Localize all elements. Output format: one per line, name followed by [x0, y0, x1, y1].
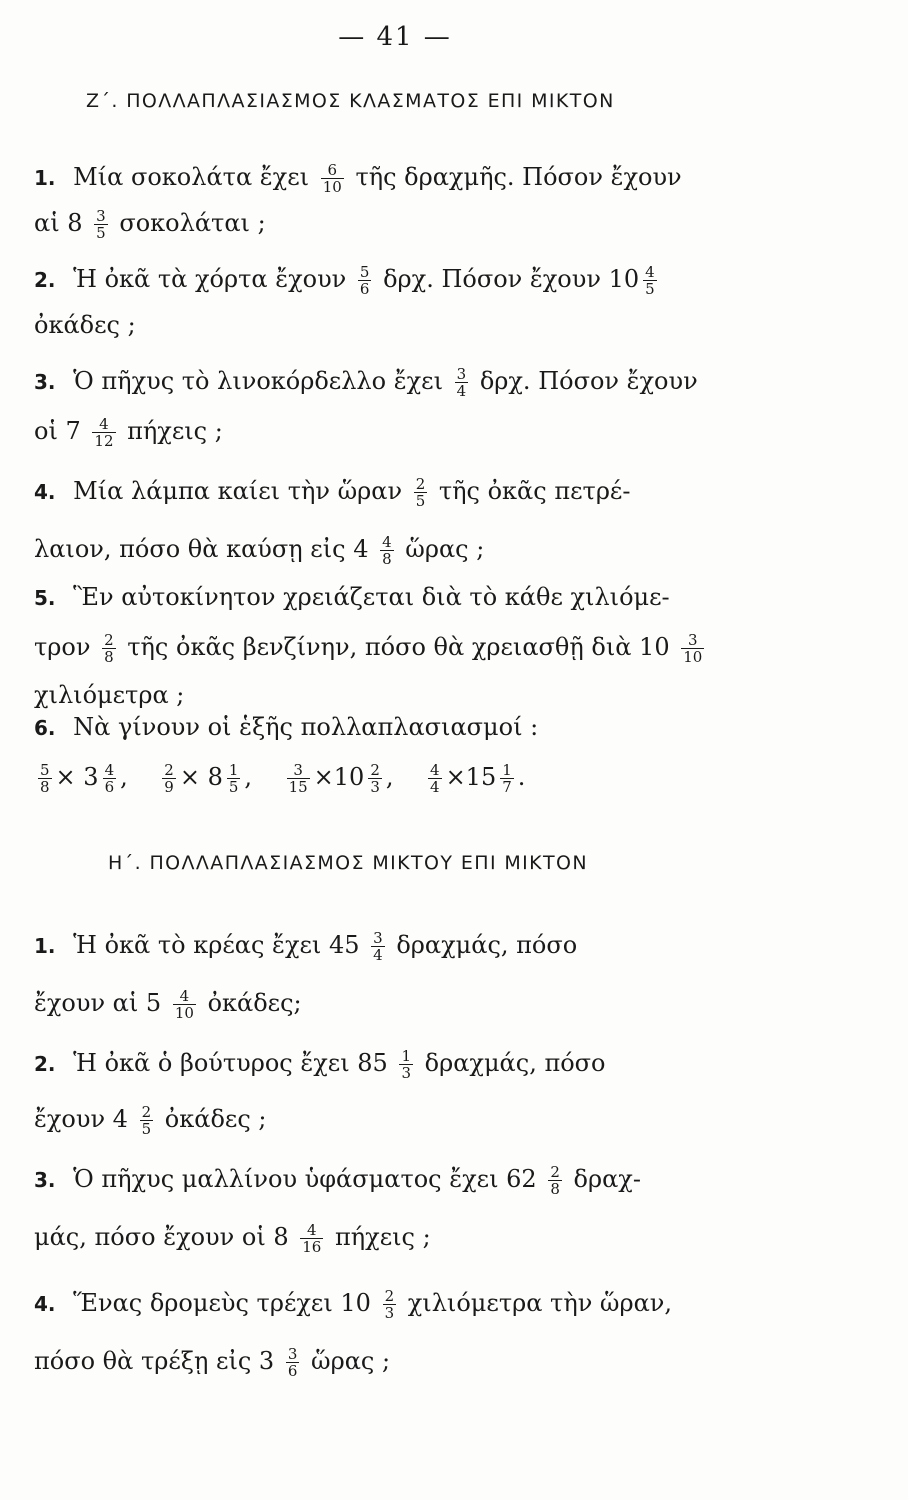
fraction: $\frac{4}{16}$ [302, 1221, 322, 1256]
fraction: $\frac{6}{10}$ [322, 161, 342, 196]
problem-number: 3. [34, 1168, 56, 1192]
problem-number: 4. [34, 1292, 56, 1316]
fraction: $\frac{2}{8}$ [104, 631, 114, 666]
problem-number: 2. [34, 1052, 56, 1076]
problem-number: 6. [34, 716, 56, 740]
problem-z5-line2: τρον $\frac{2}{8}$ τῆς ὀκᾶς βενζίνην, πόσο θὰ χρειασθῇ διὰ 10 $\frac{3}{10}$ [34, 631, 703, 666]
problem-number: 3. [34, 370, 56, 394]
fraction: $\frac{3}{4}$ [456, 365, 467, 400]
fraction: $\frac{4}{10}$ [174, 987, 194, 1022]
problem-h1-line2: ἔχουν αἱ 5 $\frac{4}{10}$ ὀκάδες; [34, 987, 302, 1022]
problem-z3-line1: 3. Ὁ πῆχυς τὸ λινοκόρδελλο ἔχει $\frac{3}{4}$ δρχ. Πόσον ἔχουν [34, 365, 698, 400]
problem-h2-line2: ἔχουν 4 $\frac{2}{5}$ ὀκάδες ; [34, 1103, 267, 1138]
fraction: $\frac{4}{8}$ [382, 533, 392, 568]
problem-z2-line1: 2. Ἡ ὀκᾶ τὰ χόρτα ἔχουν $\frac{5}{6}$ δρχ. Πόσον ἔχουν 10 $\frac{4}{5}$ [34, 263, 655, 298]
problem-h3-line2: μάς, πόσο ἔχουν οἱ 8 $\frac{4}{16}$ πήχεις ; [34, 1221, 431, 1256]
section-heading-h: Η΄. ΠΟΛΛΑΠΛΑΣΙΑΣΜΟΣ ΜΙΚΤΟΥ ΕΠΙ ΜΙΚΤΟΝ [108, 852, 589, 874]
problem-z5-line1: 5. Ἓν αὐτοκίνητον χρειάζεται διὰ τὸ κάθε χιλιόμε- [34, 583, 670, 611]
problem-z5-line3: χιλιόμετρα ; [34, 681, 185, 709]
fraction: $\frac{1}{3}$ [401, 1047, 411, 1082]
problem-z6-line1: 6. Νὰ γίνουν οἱ ἑξῆς πολλαπλασιασμοί : [34, 713, 539, 741]
problem-z6-expressions [34, 762, 525, 795]
problem-h4-line2: πόσο θὰ τρέξῃ εἰς 3 $\frac{3}{6}$ ὥρας ; [34, 1345, 391, 1380]
problem-h2-line1: 2. Ἡ ὀκᾶ ὁ βούτυρος ἔχει 85 $\frac{1}{3}$ δραχμάς, πόσο [34, 1047, 606, 1082]
problem-number: 1. [34, 934, 56, 958]
fraction: $\frac{3}{6}$ [287, 1345, 298, 1380]
problem-h1-line1: 1. Ἡ ὀκᾶ τὸ κρέας ἔχει 45 $\frac{3}{4}$ δραχμάς, πόσο [34, 929, 578, 964]
fraction: $\frac{4}{5}$ [645, 263, 655, 298]
fraction: $\frac{3}{4}$ [373, 929, 383, 964]
problem-number: 4. [34, 480, 56, 504]
problem-z1-line1: 1. Μία σοκολάτα ἔχει $\frac{6}{10}$ τῆς δραχμῆς. Πόσον ἔχουν [34, 161, 682, 196]
problem-z2-line2: ὀκάδες ; [34, 311, 136, 339]
fraction: $\frac{3}{5}$ [96, 207, 106, 242]
problem-h3-line1: 3. Ὁ πῆχυς μαλλίνου ὑφάσματος ἔχει 62 $\frac{2}{8}$ δραχ- [34, 1163, 641, 1198]
page-number: — 41 — [338, 22, 452, 52]
problem-z4-line1: 4. Μία λάμπα καίει τὴν ὥραν $\frac{2}{5}$ τῆς ὀκᾶς πετρέ- [34, 475, 631, 510]
problem-z3-line2: οἱ 7 $\frac{4}{12}$ πήχεις ; [34, 415, 223, 450]
expression-2: $\frac{2}{9}$ × 8 $\frac{1}{5}$ , [164, 761, 253, 796]
problem-h4-line1: 4. Ἕνας δρομεὺς τρέχει 10 $\frac{2}{3}$ χιλιόμετρα τὴν ὥραν, [34, 1287, 673, 1322]
fraction: $\frac{3}{10}$ [683, 631, 703, 666]
expression-1: $\frac{5}{8}$ × 3 $\frac{4}{6}$ , [40, 761, 128, 796]
fraction: $\frac{5}{6}$ [359, 263, 370, 298]
fraction: $\frac{2}{5}$ [141, 1103, 152, 1138]
fraction: $\frac{2}{5}$ [415, 475, 426, 510]
fraction: $\frac{2}{3}$ [384, 1287, 395, 1322]
problem-z1-line2: αἱ 8 $\frac{3}{5}$ σοκολάται ; [34, 207, 266, 242]
section-heading-z: Ζ΄. ΠΟΛΛΑΠΛΑΣΙΑΣΜΟΣ ΚΛΑΣΜΑΤΟΣ ΕΠΙ ΜΙΚΤΟΝ [86, 90, 615, 112]
expression-4: $\frac{4}{4}$ ×15 $\frac{1}{7}$ . [430, 761, 526, 796]
problem-number: 2. [34, 268, 56, 292]
problem-number: 1. [34, 166, 56, 190]
problem-number: 5. [34, 586, 56, 610]
problem-z4-line2: λαιον, πόσο θὰ καύσῃ εἰς 4 $\frac{4}{8}$ ὥρας ; [34, 533, 485, 568]
expression-3: $\frac{3}{15}$ ×10 $\frac{2}{3}$ , [288, 761, 394, 796]
fraction: $\frac{2}{8}$ [550, 1163, 560, 1198]
fraction: $\frac{4}{12}$ [94, 415, 114, 450]
